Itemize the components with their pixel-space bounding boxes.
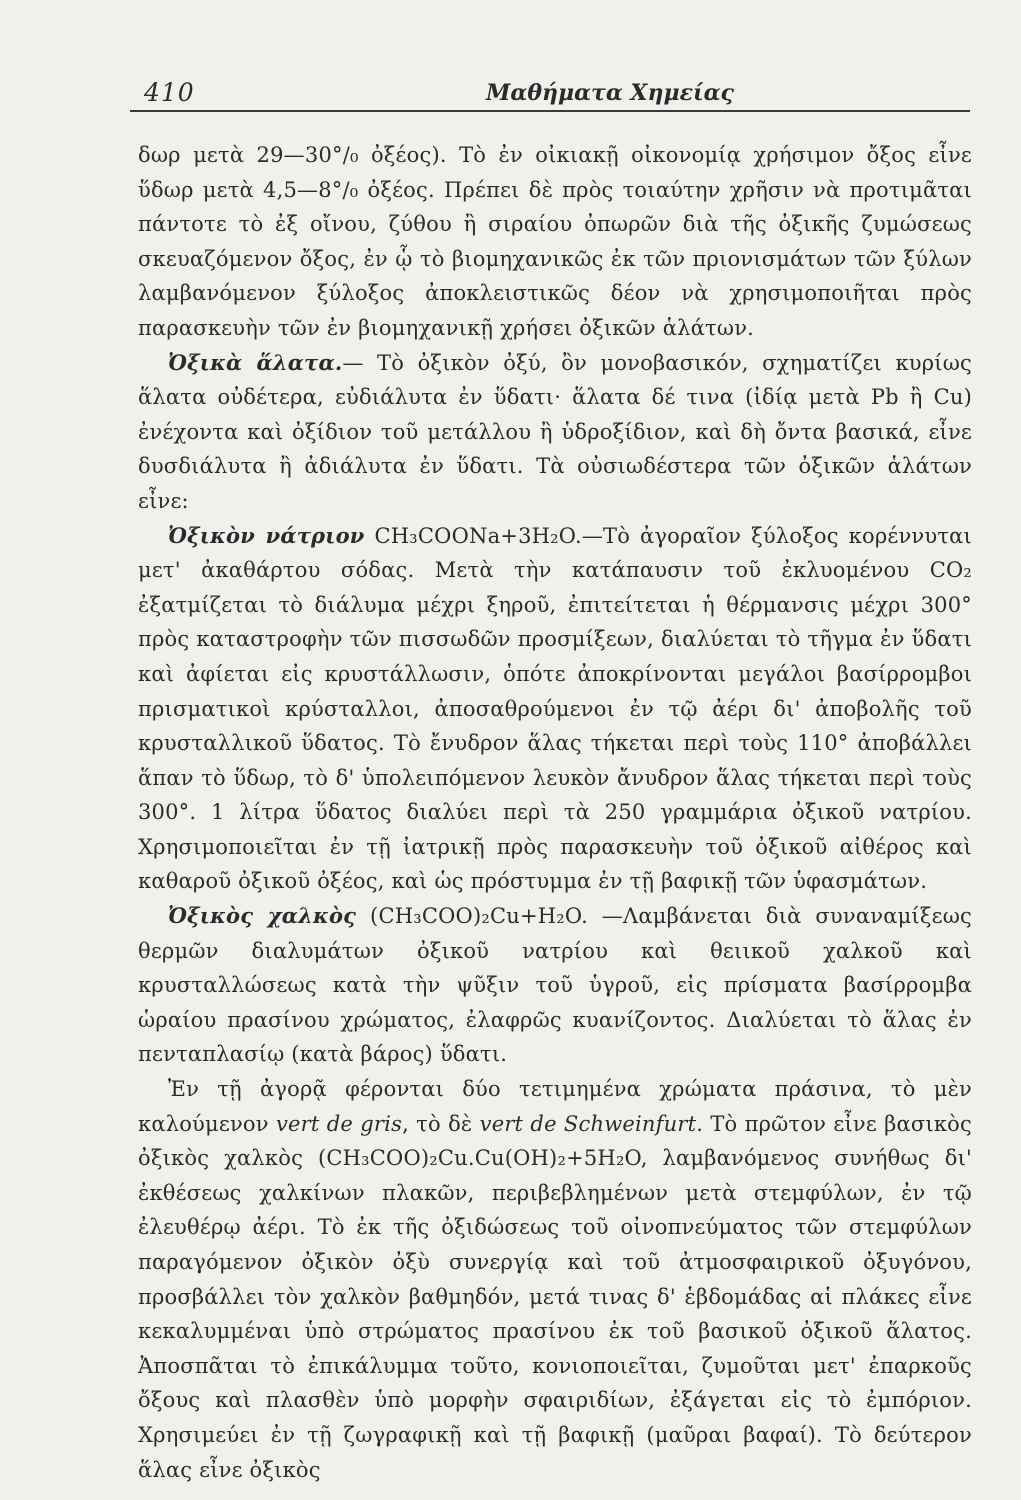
paragraph-text: (CH₃COO)₂Cu+H₂O. —Λαμβάνεται διὰ συναναμίξεως θερμῶν διαλυμάτων ὀξικοῦ νατρίου καὶ θειικοῦ χαλκοῦ καὶ κρυσταλλώσεως κατὰ τὴν ψῦξιν τοῦ ὑγροῦ, εἰς πρίσματα βασίρρομβα ὡραίου πρασίνου χρώματος, ἐλαφρῶς κυανίζοντος. Διαλύεται τὸ ἅλας ἐν πενταπλασίῳ (κατὰ βάρος) ὕδατι. (138, 904, 972, 1067)
foreign-term: vert de gris (275, 1111, 403, 1136)
body-text (138, 138, 972, 1487)
paragraph-text: Ἐν τῇ ἀγορᾷ φέρονται δύο τετιμημένα χρώματα πράσινα, τὸ μὲν καλούμενον (138, 1077, 972, 1136)
paragraph-acetate-salts (138, 346, 972, 519)
paragraph-text: , τὸ δὲ (402, 1111, 480, 1136)
paragraph-green-pigments (138, 1072, 972, 1487)
foreign-term: vert de Schweinfurt (479, 1111, 697, 1136)
section-term: Ὀξικὸν νάτριον (168, 522, 365, 548)
page-number: 410 (144, 78, 195, 107)
paragraph-text: CH₃COONa+3H₂O.—Τὸ ἀγοραῖον ξύλοξος κορέννυται μετ' ἀκαθάρτου σόδας. Μετὰ τὴν κατάπαυσιν τοῦ ἐκλυομένου CO₂ ἐξατμίζεται τὸ διάλυμα μέχρι ξηροῦ, ἐπιτείτεται ἡ θέρμανσις μέχρι 300° πρὸς καταστροφὴν τῶν πισσωδῶν προσμίξεων, διαλύεται τὸ τῆγμα ἐν ὕδατι καὶ ἀφίεται εἰς κρυστάλλωσιν, ὁπότε ἀποκρίνονται μεγάλοι βασίρρομβοι πρισματικοὶ κρύσταλλοι, ἀποσαθρούμενοι ἐν τῷ ἀέρι δι' ἀποβολῆς τοῦ κρυσταλλικοῦ ὕδατος. Τὸ ἔνυδρον ἅλας τήκεται περὶ τοὺς 110° ἀποβάλλει ἅπαν τὸ ὕδωρ, τὸ δ' ὑπολειπόμενον λευκὸν ἄνυδρον ἅλας τήκεται περὶ τοὺς 300°. 1 λίτρα ὕδατος διαλύει περὶ τὰ 250 γραμμάρια ὀξικοῦ νατρίου. Χρησιμοποιεῖται ἐν τῇ ἰατρικῇ πρὸς παρασκευὴν τοῦ ὀξικοῦ αἰθέρος καὶ καθαροῦ ὀξικοῦ ὀξέος, καὶ ὡς πρόστυμμα ἐν τῇ βαφικῇ τῶν ὑφασμάτων. (138, 523, 972, 894)
paragraph-sodium-acetate (138, 519, 972, 900)
paragraph-vinegar-continuation (138, 138, 972, 346)
page-header (130, 76, 970, 112)
section-term: Ὀξικὸς χαλκὸς (168, 903, 357, 929)
paragraph-text: . Τὸ πρῶτον εἶνε βασικὸς ὀξικὸς χαλκὸς (CH₃COO)₂Cu.Cu(OH)₂+5H₂O, λαμβανόμενος συνήθως δι' ἐκθέσεως χαλκίνων πλακῶν, περιβεβλημένων μετὰ στεμφύλων, ἐν τῷ ἐλευθέρῳ ἀέρι. Τὸ ἐκ τῆς ὀξιδώσεως τοῦ οἰνοπνεύματος τῶν στεμφύλων παραγόμενον ὀξικὸν ὀξὺ συνεργίᾳ καὶ τοῦ ἀτμοσφαιρικοῦ ὀξυγόνου, προσβάλλει τὸν χαλκὸν βαθμηδόν, μετά τινας δ' ἑβδομάδας αἱ πλάκες εἶνε κεκαλυμμέναι ὑπὸ στρώματος πρασίνου ἐκ τοῦ βασικοῦ ὀξικοῦ ἅλατος. Ἀποσπᾶται τὸ ἐπικάλυμμα τοῦτο, κονιοποιεῖται, ζυμοῦται μετ' ἐπαρκοῦς ὄξους καὶ πλασθὲν ὑπὸ μορφὴν σφαιριδίων, ἐξάγεται εἰς τὸ ἐμπόριον. Χρησιμεύει ἐν τῇ ζωγραφικῇ καὶ τῇ βαφικῇ (μαῦραι βαφαί). Τὸ δεύτερον ἅλας εἶνε ὀξικὸς (138, 1111, 972, 1482)
running-title: Μαθήματα Χημείας (486, 80, 734, 106)
paragraph-text: δωρ μετὰ 29—30°/₀ ὀξέος). Τὸ ἐν οἰκιακῇ οἰκονομίᾳ χρήσιμον ὄξος εἶνε ὕδωρ μετὰ 4,5—8°/₀ ὀξέος. Πρέπει δὲ πρὸς τοιαύτην χρῆσιν νὰ προτιμᾶται πάντοτε τὸ ἐξ οἴνου, ζύθου ἢ σιραίου ὀπωρῶν διὰ τῆς ὀξικῆς ζυμώσεως σκευαζόμενον ὄξος, ἐν ᾧ τὸ βιομηχανικῶς ἐκ τῶν πριονισμάτων τῶν ξύλων λαμβανόμενον ξύλοξος ἀποκλειστικῶς δέον νὰ χρησιμοποιῆται πρὸς παρασκευὴν τῶν ἐν βιομηχανικῇ χρήσει ὀξικῶν ἁλάτων. (138, 143, 972, 340)
section-term: Ὀξικὰ ἅλατα. (168, 349, 343, 375)
paragraph-text: — Τὸ ὀξικὸν ὀξύ, ὂν μονοβασικόν, σχηματίζει κυρίως ἅλατα οὐδέτερα, εὐδιάλυτα ἐν ὕδατι· ἅλατα δέ τινα (ἰδίᾳ μετὰ Pb ἢ Cu) ἐνέχοντα καὶ ὀξίδιον τοῦ μετάλλου ἢ ὑδροξίδιον, καὶ δὴ ὄντα βασικά, εἶνε δυσδιάλυτα ἢ ἀδιάλυτα ἐν ὕδατι. Τὰ οὐσιωδέστερα τῶν ὀξικῶν ἁλάτων εἶνε: (138, 350, 973, 513)
paragraph-copper-acetate (138, 899, 972, 1072)
